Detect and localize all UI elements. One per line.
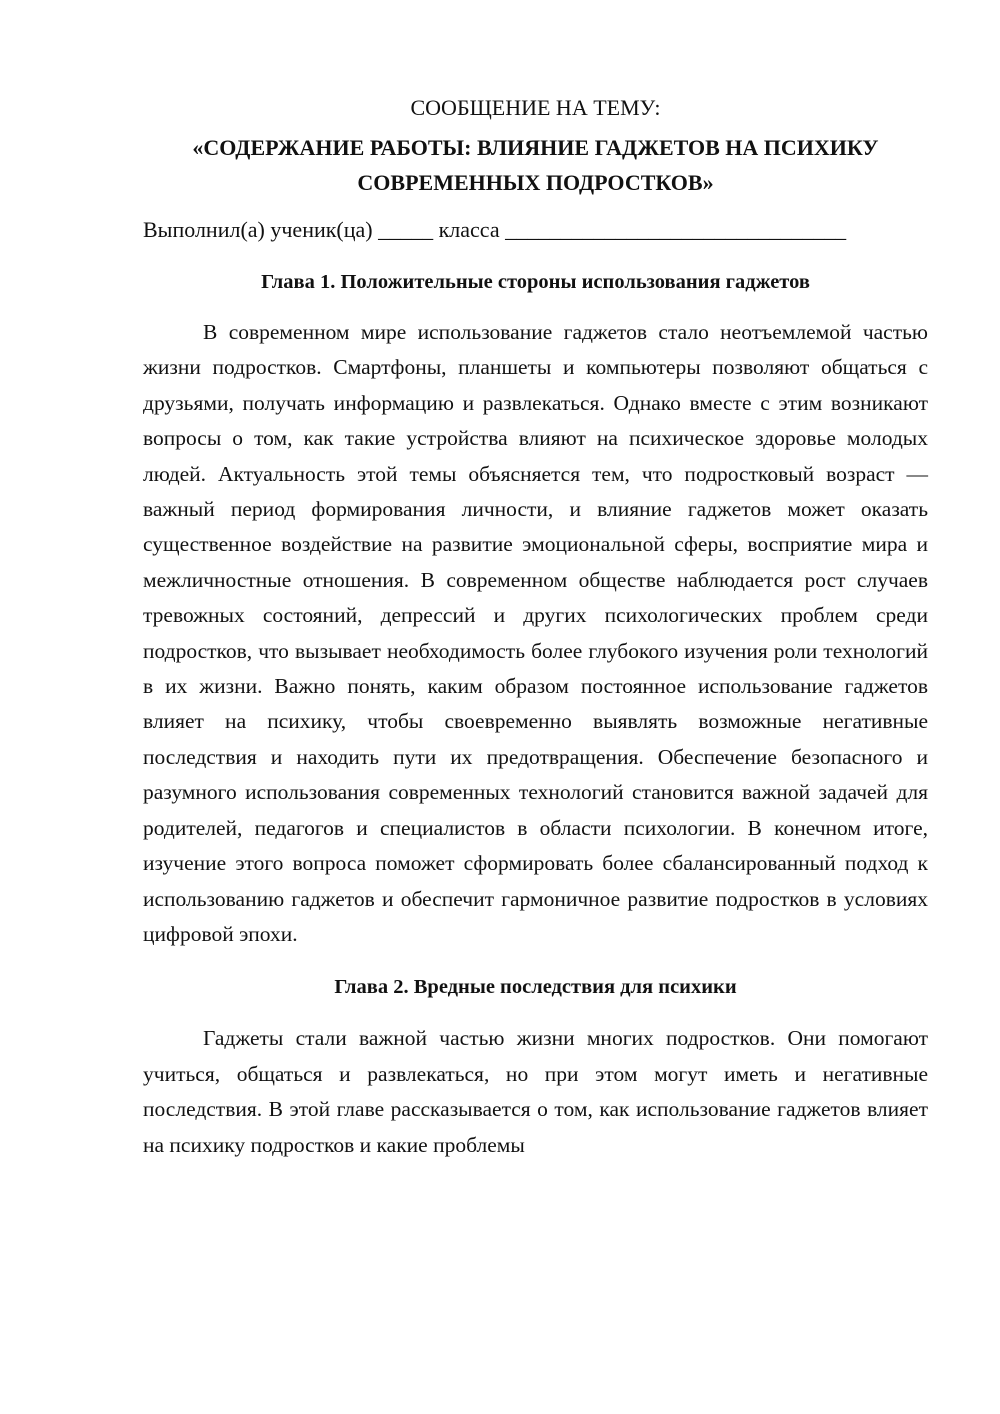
chapter-1-paragraph: В современном мире использование гаджетов стало неотъемлемой частью жизни подростков. Смартфоны, планшеты и компьютеры позволяют общаться с друзьями, получать информацию и развлекаться. Однако вместе с этим возникают вопросы о том, как такие устройства влияют на психическое здоровье молодых людей. Актуальность этой темы объясняется тем, что подростковый возраст — важный период формирования личности, и влияние гаджетов может оказать существенное воздействие на развитие эмоциональной сферы, восприятие мира и межличностные отношения. В современном обществе наблюдается рост случаев тревожных состояний, депрессий и других психологических проблем среди подростков, что вызывает необходимость более глубокого изучения роли технологий в их жизни. Важно понять, каким образом постоянное использование гаджетов влияет на психику, чтобы своевременно выявлять возможные негативные последствия и находить пути их предотвращения. Обеспечение безопасного и разумного использования современных технологий становится важной задачей для родителей, педагогов и специалистов в области психологии. В конечном итоге, изучение этого вопроса поможет сформировать более сбалансированный подход к использованию гаджетов и обеспечит гармоничное развитие подростков в условиях цифровой эпохи. — [143, 320, 928, 946]
document-subject-line: СООБЩЕНИЕ НА ТЕМУ: — [410, 95, 661, 120]
chapter-1-title: Глава 1. Положительные стороны использования гаджетов — [261, 271, 810, 293]
document-title-line-2: СОВРЕМЕННЫХ ПОДРОСТКОВ» — [357, 170, 714, 195]
document-content — [143, 90, 928, 1163]
chapter-2-paragraph: Гаджеты стали важной частью жизни многих подростков. Они помогают учиться, общаться и развлекаться, но при этом могут иметь и негативные последствия. В этой главе рассказывается о том, как использование гаджетов влияет на психику подростков и какие проблемы — [143, 1026, 928, 1157]
chapter-2-title: Глава 2. Вредные последствия для психики — [334, 976, 737, 999]
chapter-1 — [143, 265, 928, 952]
author-line: Выполнил(а) ученик(ца) _____ класса _______________________________ — [143, 217, 847, 242]
chapter-2 — [143, 970, 928, 1163]
document-title-line-1: «СОДЕРЖАНИЕ РАБОТЫ: ВЛИЯНИЕ ГАДЖЕТОВ НА ПСИХИКУ — [192, 135, 879, 160]
